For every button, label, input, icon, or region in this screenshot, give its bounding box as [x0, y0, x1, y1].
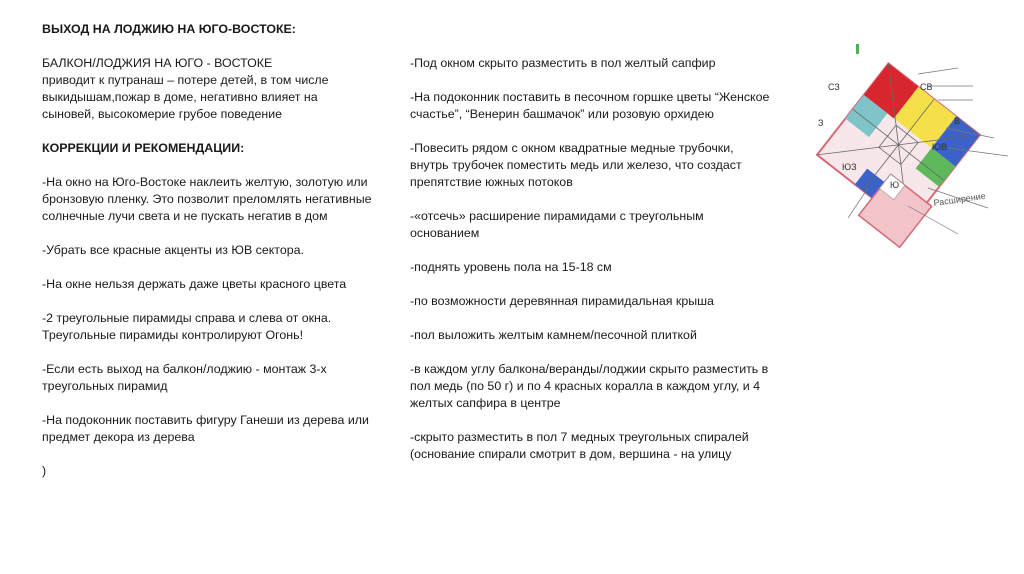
list-item: -На окне нельзя держать даже цветы красного цвета [42, 277, 347, 291]
north-marker [856, 44, 859, 54]
list-item: -«отсечь» расширение пирамидами с треугольным основанием [410, 209, 704, 240]
list-item: -скрыто разместить в пол 7 медных треугольных спиралей (основание спирали смотрит в дом, вершина - на улицу [410, 430, 749, 461]
list-item: -2 треугольные пирамиды справа и слева от окна. Треугольные пирамиды контролируют Огонь! [42, 311, 332, 342]
list-item: -На окно на Юго-Востоке наклеить желтую, золотую или бронзовую пленку. Это позволит преломлять негативные солнечные лучи света и не пускать негатив в дом [42, 175, 372, 223]
right-column [410, 55, 775, 480]
floorplan-svg [808, 38, 1014, 252]
list-item: -пол выложить желтым камнем/песочной плиткой [410, 328, 697, 342]
dir-se-label: ЮВ [932, 142, 948, 152]
intro-heading: БАЛКОН/ЛОДЖИЯ НА ЮГО - ВОСТОКЕ [42, 56, 273, 70]
list-item: -Если есть выход на балкон/лоджию - монтаж 3-х треугольных пирамид [42, 362, 327, 393]
dir-ne-label: СВ [920, 82, 933, 92]
left-column [42, 21, 372, 497]
list-item: -Под окном скрыто разместить в пол желтый сапфир [410, 56, 716, 70]
dir-e-label: В [954, 116, 961, 126]
list-item: -На подоконник поставить в песочном горшке цветы “Женское счастье”, “Венерин башмачок” или розовую орхидею [410, 90, 770, 121]
list-item: -Убрать все красные акценты из ЮВ сектора. [42, 243, 304, 257]
extension-label: Расширение [932, 190, 987, 208]
list-item: -Повесить рядом с окном квадратные медные трубочки, внутрь трубочек поместить медь или железо, что создаст препятствие южных потоков [410, 141, 742, 189]
vastu-floorplan-diagram [808, 38, 1014, 252]
dir-s-label: Ю [890, 180, 900, 190]
list-item: -по возможности деревянная пирамидальная крыша [410, 294, 714, 308]
list-item: ) [42, 464, 47, 478]
dir-sw-label: ЮЗ [842, 162, 857, 172]
dir-w-label: З [818, 118, 824, 128]
intro-block [42, 55, 372, 123]
dir-nw-label: СЗ [828, 82, 840, 92]
page-title: ВЫХОД НА ЛОДЖИЮ НА ЮГО-ВОСТОКЕ: [42, 22, 296, 36]
list-item: -в каждом углу балкона/веранды/лоджии скрыто разместить в пол медь (по 50 г) и по 4 красных коралла в каждом углу, и 4 желтых сапфира в центре [410, 362, 769, 410]
intro-text: приводит к путранаш – потере детей, в том числе выкидышам,пожар в доме, негативно влияет на сыновей, высокомерие грубое поведение [42, 73, 329, 121]
list-item: -На подоконник поставить фигуру Ганеши из дерева или предмет декора из дерева [42, 413, 369, 444]
corrections-heading: КОРРЕКЦИИ И РЕКОМЕНДАЦИИ: [42, 141, 245, 155]
list-item: -поднять уровень пола на 15-18 см [410, 260, 612, 274]
